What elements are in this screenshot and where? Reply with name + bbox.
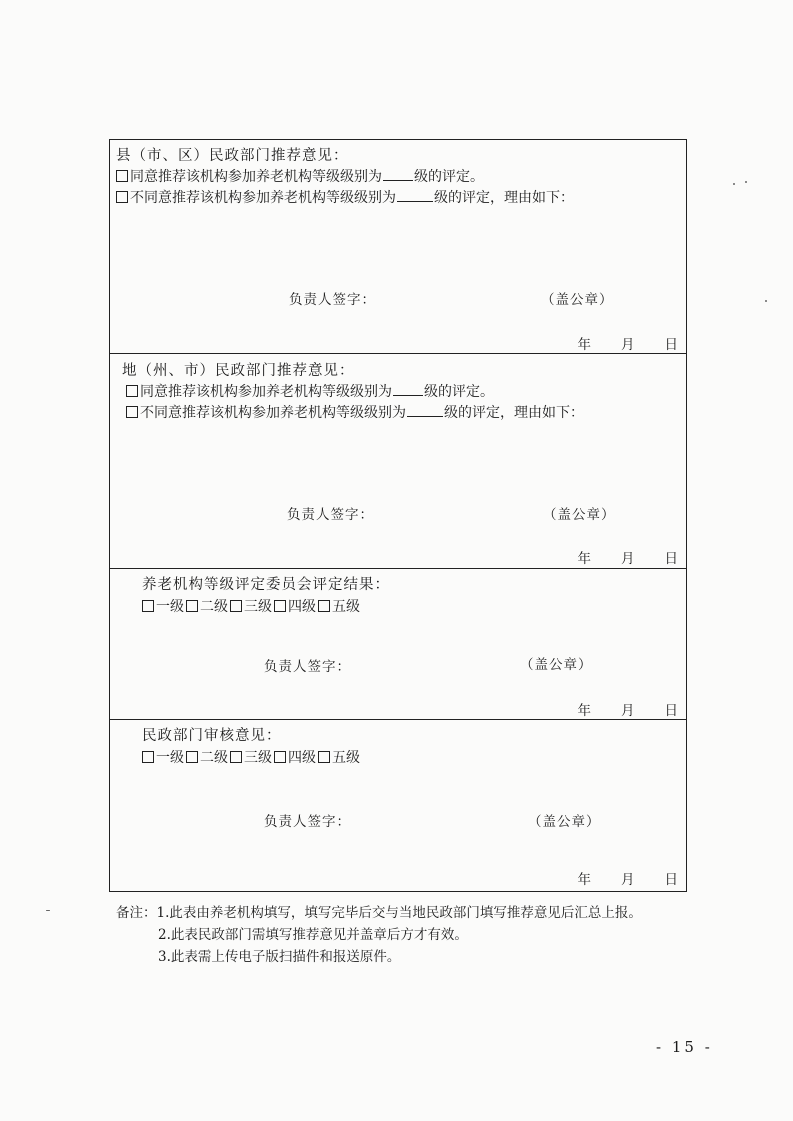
scan-artifact	[745, 181, 747, 183]
signature-label: 负责人签字：	[289, 292, 376, 308]
signature-label: 负责人签字：	[264, 814, 351, 830]
date-line: 年 月 日	[577, 551, 678, 567]
checkbox[interactable]	[318, 600, 330, 612]
scan-artifact	[765, 300, 767, 302]
scan-artifact	[733, 183, 735, 185]
section-title: 地（州、市）民政部门推荐意见：	[122, 363, 355, 379]
recommendation-form-table	[109, 139, 687, 892]
date-line: 年 月 日	[577, 337, 678, 353]
checkbox[interactable]	[116, 170, 128, 182]
level-option-2[interactable]: 二级	[186, 750, 228, 766]
prefecture-civil-affairs-section	[110, 354, 686, 569]
section-title: 养老机构等级评定委员会评定结果：	[142, 577, 390, 593]
level-blank[interactable]	[393, 383, 423, 396]
disagree-option[interactable]: 不同意推荐该机构参加养老机构等级级别为 级的评定，理由如下：	[116, 189, 574, 206]
signature-label: 负责人签字：	[287, 507, 374, 523]
checkbox[interactable]	[142, 751, 154, 763]
level-blank[interactable]	[407, 404, 443, 417]
signature-label: 负责人签字：	[264, 659, 351, 675]
remark-item: 备注：1.此表由养老机构填写，填写完毕后交与当地民政部门填写推荐意见后汇总上报。	[116, 905, 642, 921]
seal-label: （盖公章）	[543, 507, 616, 523]
checkbox[interactable]	[274, 751, 286, 763]
level-option-3[interactable]: 三级	[230, 599, 272, 615]
remark-item: 3.此表需上传电子版扫描件和报送原件。	[158, 949, 401, 965]
level-option-4[interactable]: 四级	[274, 599, 316, 615]
checkbox[interactable]	[142, 600, 154, 612]
remark-item: 2.此表民政部门需填写推荐意见并盖章后方才有效。	[158, 927, 468, 943]
level-blank[interactable]	[383, 168, 413, 181]
checkbox[interactable]	[116, 191, 128, 203]
level-option-3[interactable]: 三级	[230, 750, 272, 766]
level-option-5[interactable]: 五级	[318, 750, 360, 766]
remarks	[116, 902, 642, 968]
seal-label: （盖公章）	[520, 657, 593, 673]
page-number: - 15 -	[656, 1038, 713, 1056]
date-line: 年 月 日	[577, 872, 678, 888]
checkbox[interactable]	[186, 600, 198, 612]
section-title: 民政部门审核意见：	[142, 728, 282, 744]
seal-label: （盖公章）	[541, 292, 614, 308]
level-options	[142, 750, 362, 766]
section-title: 县（市、区）民政部门推荐意见：	[116, 148, 349, 164]
level-option-4[interactable]: 四级	[274, 750, 316, 766]
level-option-5[interactable]: 五级	[318, 599, 360, 615]
checkbox[interactable]	[126, 406, 138, 418]
level-blank[interactable]	[397, 189, 433, 202]
level-option-1[interactable]: 一级	[142, 750, 184, 766]
county-civil-affairs-section	[110, 140, 686, 354]
date-line: 年 月 日	[577, 703, 678, 719]
checkbox[interactable]	[274, 600, 286, 612]
level-option-2[interactable]: 二级	[186, 599, 228, 615]
scan-artifact	[46, 910, 50, 911]
rating-committee-section	[110, 569, 686, 720]
civil-affairs-review-section	[110, 720, 686, 891]
checkbox[interactable]	[186, 751, 198, 763]
checkbox[interactable]	[126, 385, 138, 397]
level-option-1[interactable]: 一级	[142, 599, 184, 615]
agree-option[interactable]: 同意推荐该机构参加养老机构等级级别为 级的评定。	[116, 168, 484, 185]
seal-label: （盖公章）	[528, 814, 601, 830]
checkbox[interactable]	[318, 751, 330, 763]
agree-option[interactable]: 同意推荐该机构参加养老机构等级级别为 级的评定。	[126, 383, 494, 400]
checkbox[interactable]	[230, 600, 242, 612]
disagree-option[interactable]: 不同意推荐该机构参加养老机构等级级别为 级的评定，理由如下：	[126, 404, 584, 421]
level-options	[142, 599, 362, 615]
remarks-label: 备注：	[116, 905, 157, 921]
checkbox[interactable]	[230, 751, 242, 763]
